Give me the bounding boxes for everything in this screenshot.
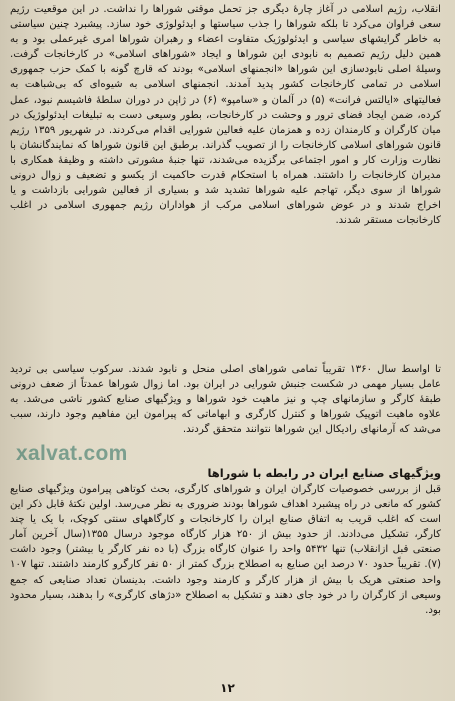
page-number: ۱۲ <box>220 681 235 695</box>
paragraph-text: قبل از بررسی خصوصیات کارگران ایران و شوراهای کارگری، بحث کوتاهی پیرامون ویژگیهای صنایع کشور که مانعی در راه پیشبرد اهداف شوراها بودند ضروری به نظر می‌رسد. اولین نکتهٔ قابل ذکر این است که اغلب قریب به اتفاق صنایع ایران را کارخانجات و کارگاههای سنتی کوچک، با یک یا چند کارگر، تشکیل می‌دادند. از حدود بیش از ۲۵۰ هزار کارگاه موجود درسال ۱۳۵۵(سال آخرین آمار صنعتی قبل ازانقلاب) تنها ۵۴۳۲ واحد را عنوان کارگاه بزرگ (با ده نفر کارگر یا بیشتر) وجود داشت (۷). تقریباً حدود ۷۰ درصد این صنایع به اصطلاح بزرگ کمتر از ۵۰ نفر کارگرو کارمند داشتند. تنها ۱۰۷ واحد صنعتی هریک با بیش از هزار کارگر و کارمند وجود داشت. بدینسان تعداد صنایعی که جمع وسیعی از کارگران را در خود جای دهند و تشکیل به اصطلاح «دژهای کارگری» را بدهند، بسیار محدود بود. <box>10 484 442 616</box>
section-heading: ویژگیهای صنایع ایران در رابطه با شوراها <box>207 466 441 480</box>
paragraph-text: تا اواسط سال ۱۳۶۰ تقریباً تمامی شوراهای اصلی منحل و نابود شدند. سرکوب سیاسی بی تردید عامل بسیار مهمی در شکست جنبش شورایی در ایران بود. اما زوال شوراها عمدتاً از ضعف درونی طبقهٔ کارگر و سازمانهای چپ و نیز ماهیت خود شوراها و ویژگیهای صنایع کشور ناشی می‌شد. به علاوه ماهیت اتوپیک شوراها و کنترل کارگری و ابهاماتی که پیرامون این مفاهیم وجود دارند، سبب می‌شد که آرمانهای رادیکال این شوراها نتوانند متحقق گردند. <box>10 364 441 436</box>
body-paragraph-2 <box>10 362 441 437</box>
watermark: xalvat.com <box>16 442 128 465</box>
body-paragraph-3 <box>10 482 441 618</box>
body-paragraph-1 <box>10 2 441 228</box>
paragraph-text: انقلاب، رژیم اسلامی در آغاز چارهٔ دیگری جز تحمل موقتی شوراها را نداشت. در این موقعیت رژیم سعی فراوان می‌کرد تا بلکه شوراها را جذب سیاستها و ایدئولوژی خود سازد. پیشبرد چنین سیاستی به خاطر گرایشهای سیاسی و ایدئولوژیک متفاوت اعضاء و رهبران شوراها امری غیرعملی بود و به همین دلیل رژیم تصمیم به نابودی این شوراها و ایجاد «شوراهای اسلامی» در کارخانجات گرفت. وسیلهٔ اصلی نابودسازی این شوراها «انجمنهای اسلامی» بودند که قارچ گونه با کمک حزب جمهوری اسلامی در تمامی کارخانجات کشور پدید آمدند. انجمنهای اسلامی به شیوه‌ای که بی‌شباهت به فعالیتهای «ایالتس فرانت» (۵) در آلمان و «سامپو» (۶) در ژاپن در دوران سلطهٔ فاشیسم نبود، عمل کرده، ضمن ایجاد فضای ترور و وحشت در کارخانجات، بطور وسیعی دست به تبلیغات ایدئولوژیک در میان کارگران و کارمندان زده و همزمان علیه فعالین شورایی اقدام می‌کردند. در شهریور ۱۳۵۹ رژیم قانون شوراهای اسلامی کارخانجات را از تصویب گذراند. برطبق این قانون شوراها که نمایندگانشان با نظارت وزارت کار و امور اجتماعی برگزیده می‌شدند، تنها جنبهٔ مشورتی داشته و وظیفهٔ همکاری با مدیران کارخانجات را داشتند. همراه با استحکام قدرت حاکمیت از یکسو و تضعیف و زوال درونی شوراها از سوی دیگر، تهاجم علیه شوراها تشدید شد و بسیاری از فعالین شورایی بازداشت و یا اخراج شدند و در عوض شوراهای اسلامی مرکب از هواداران رژیم جمهوری اسلامی در اغلب کارخانجات مستقر شدند. <box>10 4 441 227</box>
